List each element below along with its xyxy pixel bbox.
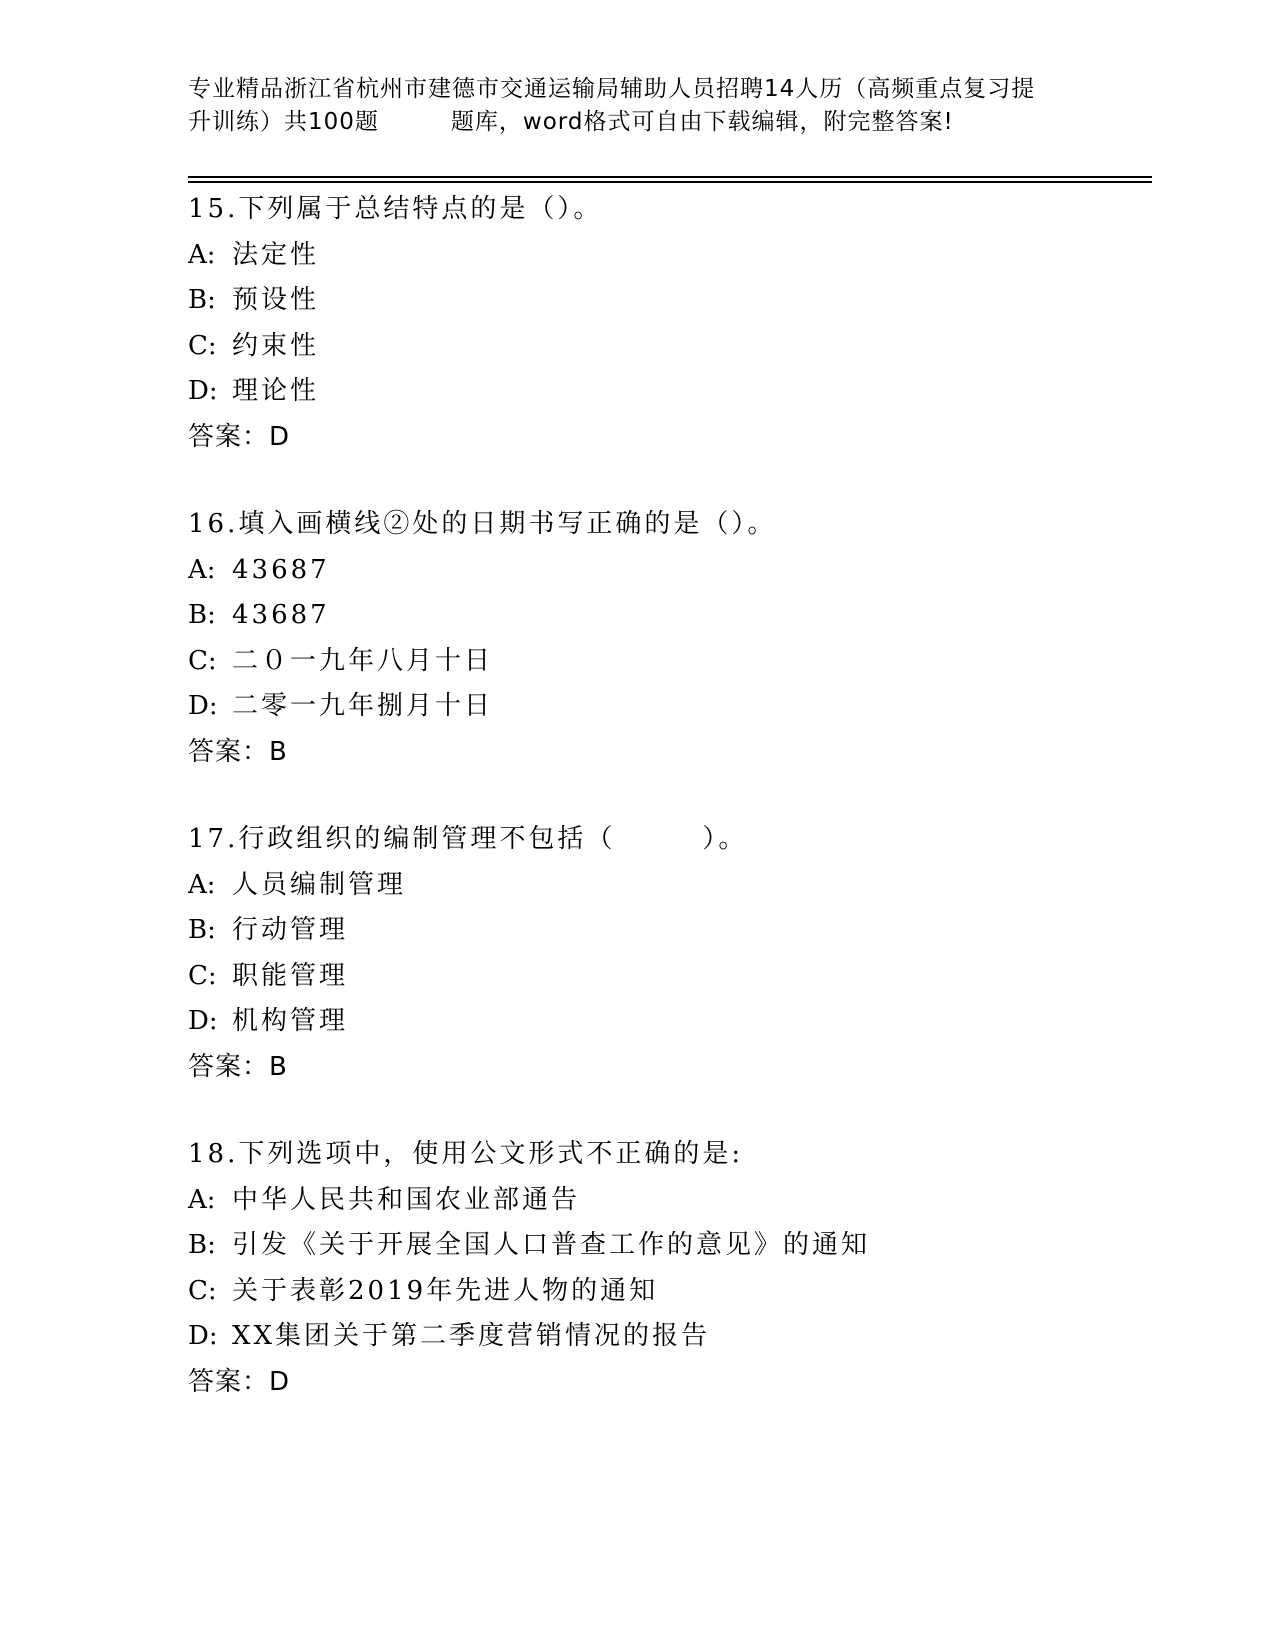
question-stem: 15.下列属于总结特点的是（）。 <box>188 194 603 224</box>
option-a <box>188 548 1148 594</box>
option-c <box>188 639 1148 685</box>
option-text: 法定性 <box>232 239 320 270</box>
option-a <box>188 1178 1148 1224</box>
option-text: 中华人民共和国农业部通告 <box>232 1184 581 1215</box>
option-label: A: <box>188 869 216 900</box>
option-text: 理论性 <box>232 376 320 406</box>
option-label: A: <box>188 239 216 270</box>
option-b <box>188 908 1148 954</box>
option-label: A: <box>188 1184 216 1215</box>
header-title-line-1: 专业精品浙江省杭州市建德市交通运输局辅助人员招聘14人历（高频重点复习提 <box>188 76 1036 102</box>
option-text: 约束性 <box>232 330 320 361</box>
option-text: 行动管理 <box>232 915 349 945</box>
header-title-line-2-left: 升训练）共100题 <box>188 109 379 135</box>
answer-line: 答案：B <box>188 1051 288 1082</box>
question-list <box>188 187 1148 1447</box>
option-label: B: <box>188 915 216 945</box>
question-15 <box>188 187 1148 460</box>
option-c <box>188 954 1148 1000</box>
option-text: 二零一九年捌月十日 <box>232 691 494 721</box>
header-divider-top <box>188 176 1152 178</box>
question-18 <box>188 1132 1148 1405</box>
option-text: XX集团关于第二季度营销情况的报告 <box>232 1321 711 1351</box>
option-text: 二０一九年八月十日 <box>232 645 494 676</box>
option-label: C: <box>188 330 217 361</box>
option-text: 人员编制管理 <box>232 869 407 900</box>
option-label: C: <box>188 960 217 991</box>
option-text: 机构管理 <box>232 1006 349 1036</box>
option-b <box>188 593 1148 639</box>
option-c <box>188 324 1148 370</box>
option-label: D: <box>188 376 218 406</box>
option-label: C: <box>188 1275 217 1306</box>
question-stem: 16.填入画横线②处的日期书写正确的是（）。 <box>188 509 777 539</box>
option-d <box>188 999 1148 1045</box>
option-text: 预设性 <box>232 285 320 315</box>
option-c <box>188 1269 1148 1315</box>
answer-line: 答案：B <box>188 736 288 767</box>
option-d <box>188 684 1148 730</box>
option-d <box>188 1314 1148 1360</box>
option-label: C: <box>188 645 217 676</box>
option-label: B: <box>188 1230 216 1260</box>
option-label: D: <box>188 1006 218 1036</box>
option-text: 职能管理 <box>232 960 349 991</box>
document-header <box>188 73 1088 139</box>
option-text: 关于表彰2019年先进人物的通知 <box>232 1275 659 1306</box>
option-text: 43687 <box>232 554 330 585</box>
answer-line: 答案：D <box>188 1366 291 1397</box>
question-stem: 18.下列选项中，使用公文形式不正确的是: <box>188 1139 744 1169</box>
option-label: B: <box>188 285 216 315</box>
question-stem: 17.行政组织的编制管理不包括（ ）。 <box>188 824 748 854</box>
question-16 <box>188 502 1148 775</box>
option-d <box>188 369 1148 415</box>
option-label: A: <box>188 554 216 585</box>
option-label: B: <box>188 600 216 630</box>
header-title-line-2 <box>188 106 1088 139</box>
option-b <box>188 278 1148 324</box>
header-divider-bottom <box>188 181 1152 183</box>
question-17 <box>188 817 1148 1090</box>
option-text: 引发《关于开展全国人口普查工作的意见》的通知 <box>232 1230 871 1260</box>
option-label: D: <box>188 691 218 721</box>
header-title-line-2-right: 题库，word格式可自由下载编辑，附完整答案! <box>450 109 954 135</box>
option-a <box>188 233 1148 279</box>
option-text: 43687 <box>232 600 330 630</box>
answer-line: 答案：D <box>188 421 291 452</box>
option-a <box>188 863 1148 909</box>
option-b <box>188 1223 1148 1269</box>
option-label: D: <box>188 1321 218 1351</box>
